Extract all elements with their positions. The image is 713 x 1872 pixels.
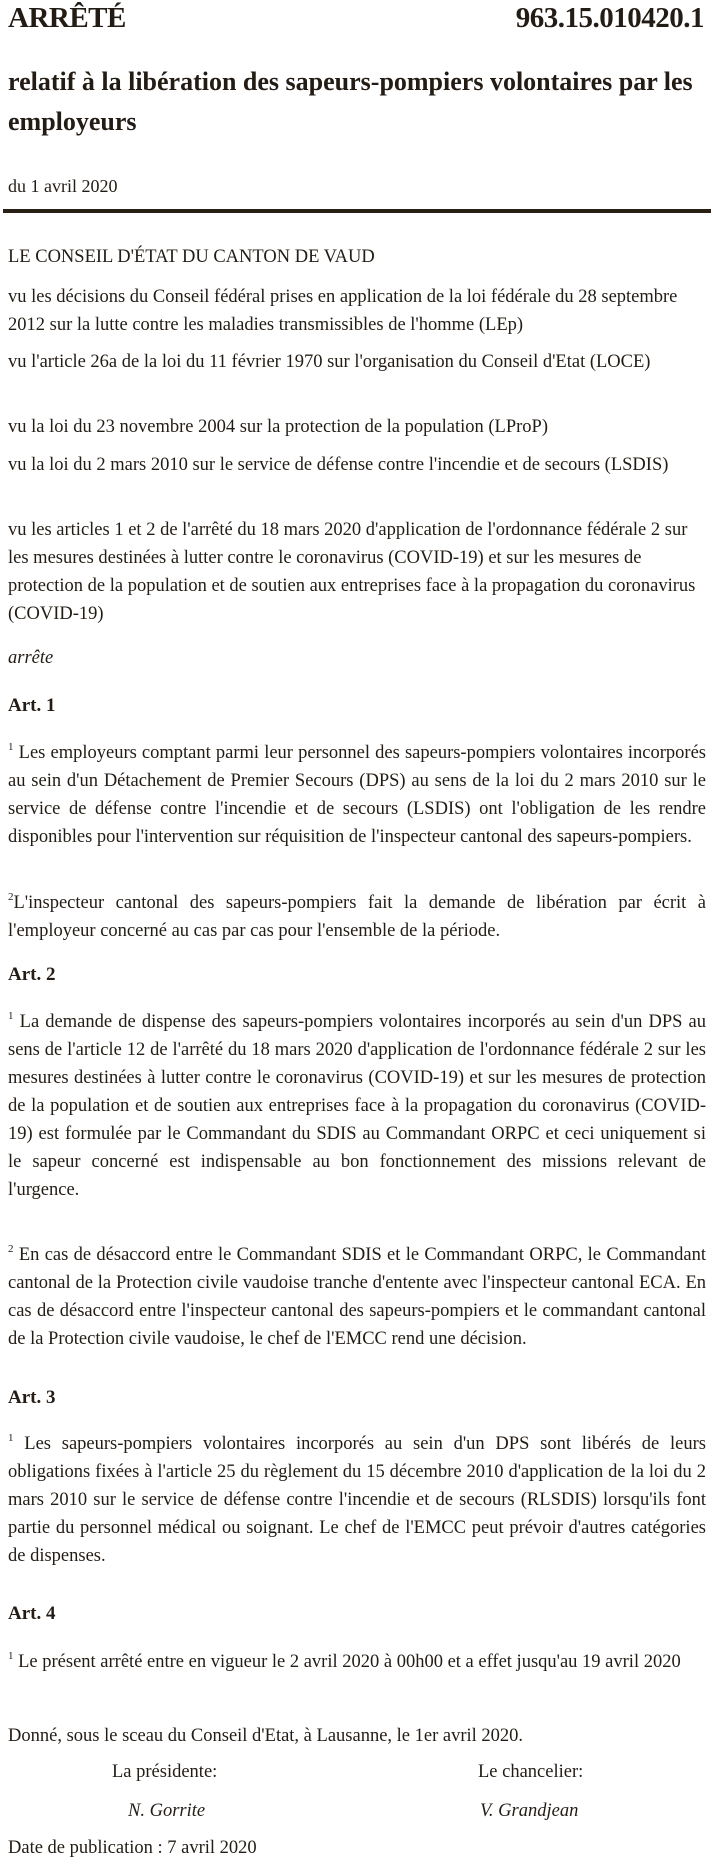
document-date: du 1 avril 2020: [8, 176, 118, 196]
paragraph-number: 1: [8, 1010, 14, 1022]
article-2-paragraph-2: [8, 1241, 706, 1353]
paragraph-text: Le présent arrêté entre en vigueur le 2 avril 2020 à 00h00 et a effet jusqu'au 19 avril 2020: [18, 1652, 681, 1672]
article-2-title: Art. 2: [8, 964, 56, 985]
paragraph-text: L'inspecteur cantonal des sapeurs-pompiers fait la demande de libération par écrit à l'employeur concerné au cas par cas pour l'ensemble de la période.: [8, 893, 706, 941]
given-statement: Donné, sous le sceau du Conseil d'Etat, à Lausanne, le 1er avril 2020.: [8, 1726, 524, 1746]
article-4-title: Art. 4: [8, 1603, 56, 1624]
article-3-title: Art. 3: [8, 1387, 56, 1408]
decree-word: arrête: [8, 648, 54, 668]
article-1-paragraph-1: [8, 739, 706, 851]
article-3-paragraph-1: [8, 1430, 706, 1570]
president-name: N. Gorrite: [128, 1801, 206, 1821]
paragraph-number: 2: [8, 891, 14, 903]
paragraph-text: La demande de dispense des sapeurs-pompiers volontaires incorporés au sein d'un DPS au sens de l'article 12 de l'arrêté du 18 mars 2020 d'application de l'ordonnance fédérale 2 sur les mesures destinées à lutter contre le coronavirus (COVID-19) et sur les mesures de protection de la population et de soutien aux entreprises face à la propagation du coronavirus (COVID-19) est formulée par le Commandant du SDIS au Commandant ORPC et ceci uniquement si le sapeur concerné est indispensable au bon fonctionnement des missions relevant de l'urgence.: [8, 1012, 706, 1200]
paragraph-number: 1: [8, 741, 14, 753]
article-1-title: Art. 1: [8, 695, 56, 716]
article-1-paragraph-2: [8, 889, 706, 945]
reference-number: 963.15.010420.1: [515, 2, 704, 34]
paragraph-number: 1: [8, 1432, 14, 1444]
consideration: vu l'article 26a de la loi du 11 février 1970 sur l'organisation du Conseil d'Etat (LOCE): [8, 352, 651, 372]
paragraph-text: Les sapeurs-pompiers volontaires incorporés au sein d'un DPS sont libérés de leurs obligations fixées à l'article 25 du règlement du 15 décembre 2010 d'application de la loi du 2 mars 2010 sur le service de défense contre l'incendie et de secours (RLSDIS) lorsqu'ils font partie du personnel médical ou soignant. Le chef de l'EMCC peut prévoir d'autres catégories de dispenses.: [8, 1434, 706, 1566]
document-type: ARRÊTÉ: [8, 2, 126, 34]
article-4-paragraph-1: [8, 1648, 706, 1676]
horizontal-rule: [3, 209, 711, 213]
paragraph-number: 1: [8, 1650, 14, 1662]
president-role: La présidente:: [112, 1762, 218, 1782]
paragraph-text: Les employeurs comptant parmi leur personnel des sapeurs-pompiers volontaires incorporés au sein d'un Détachement de Premier Secours (DPS) au sens de la loi du 2 mars 2010 sur le service de défense contre l'incendie et de secours (LSDIS) ont l'obligation de les rendre disponibles pour l'intervention sur réquisition de l'inspecteur cantonal des sapeurs-pompiers.: [8, 743, 707, 847]
consideration: vu les décisions du Conseil fédéral prises en application de la loi fédérale du 28 septembre 2012 sur la lutte contre les maladies transmissibles de l'homme (LEp): [8, 287, 678, 335]
issuing-authority: LE CONSEIL D'ÉTAT DU CANTON DE VAUD: [8, 247, 375, 267]
paragraph-number: 2: [8, 1243, 14, 1255]
consideration: vu la loi du 23 novembre 2004 sur la protection de la population (LProP): [8, 417, 548, 437]
consideration: vu les articles 1 et 2 de l'arrêté du 18 mars 2020 d'application de l'ordonnance fédérale 2 sur les mesures destinées à lutter contre le coronavirus (COVID-19) et sur les mesures de protection de la population et de soutien aux entreprises face à la propagation du coronavirus (COVID-19): [8, 520, 696, 624]
article-2-paragraph-1: [8, 1008, 706, 1204]
consideration: vu la loi du 2 mars 2010 sur le service de défense contre l'incendie et de secours (LSDIS): [8, 455, 669, 475]
document-title: relatif à la libération des sapeurs-pompiers volontaires par les employeurs: [8, 67, 693, 136]
paragraph-text: En cas de désaccord entre le Commandant SDIS et le Commandant ORPC, le Commandant cantonal de la Protection civile vaudoise tranche d'entente avec l'inspecteur cantonal ECA. En cas de désaccord entre l'inspecteur cantonal des sapeurs-pompiers et le commandant cantonal de la Protection civile vaudoise, le chef de l'EMCC rend une décision.: [8, 1245, 707, 1349]
chancellor-name: V. Grandjean: [480, 1801, 579, 1821]
publication-date: Date de publication : 7 avril 2020: [8, 1838, 257, 1858]
chancellor-role: Le chancelier:: [478, 1762, 584, 1782]
